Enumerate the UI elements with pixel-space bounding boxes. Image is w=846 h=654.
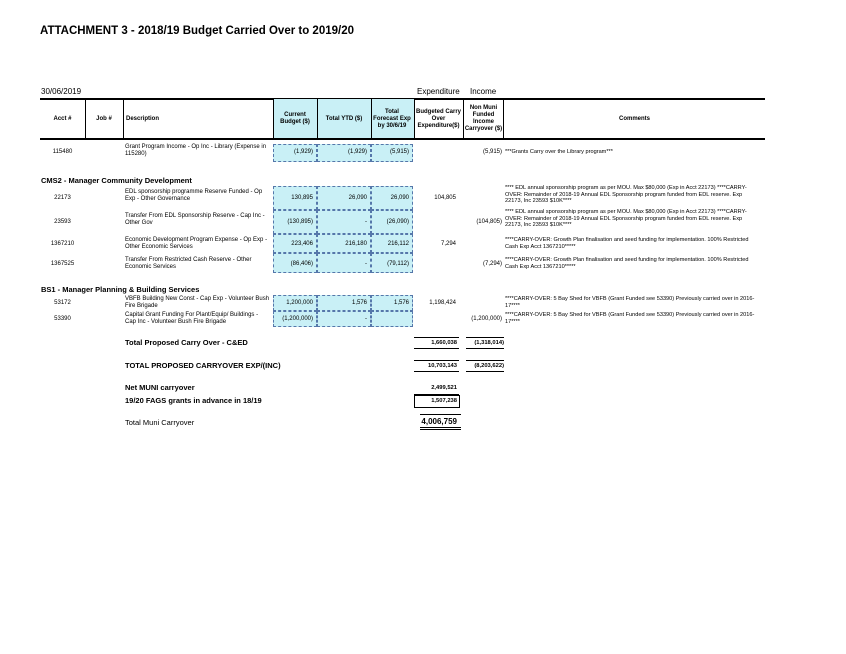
total-ytd-value: -	[365, 219, 367, 225]
header-comments: Comments	[618, 115, 650, 122]
total-forecast-value: 216,112	[387, 241, 409, 247]
total-carryover-expenditure: 10,703,143	[427, 363, 457, 369]
row-description: Capital Grant Funding For Plant/Equip/ Buildings - Cap Inc - Volunteer Bush Fire Brigade	[125, 312, 259, 325]
total-forecast-value: (26,090)	[386, 219, 409, 225]
income-group-label: Income	[470, 87, 497, 96]
row-comment: **** EDL annual sponsorship program as per MOU. Max $80,000 (Exp in Acct 22173) ****CARRY-OVER: Remainder of 2018-19 Annual EDL Sponsorship program funded from EDL reserve. Exp 22173, Inc 23593 $10K****	[505, 209, 747, 229]
non-muni-income-value: (1,200,000)	[471, 316, 502, 322]
carry-over-value: 7,294	[440, 241, 456, 247]
current-budget-value: (1,929)	[293, 149, 313, 155]
net-muni-value: 2,499,521	[431, 385, 457, 391]
total-forecast-value: (79,112)	[387, 261, 409, 267]
current-budget-value: (1,200,000)	[282, 316, 313, 322]
total-rule	[414, 360, 459, 361]
total-rule	[420, 429, 461, 430]
total-ytd-value: 216,180	[345, 241, 367, 247]
total-muni-value: 4,006,759	[421, 417, 457, 426]
row-comment: **** EDL annual sponsorship program as per MOU. Max $80,000 (Exp in Acct 22173) ****CARRY-OVER: Remainder of 2018-19 Annual EDL Sponsorship program funded from EDL reserve. Exp 22173, Inc 23593 $10K****	[505, 185, 747, 205]
header-total-forecast: Total Forecast Exp by 30/6/19	[373, 108, 411, 129]
row-description: Transfer From EDL Sponsorship Reserve - Cap Inc - Other Gov	[125, 213, 265, 226]
total-carryover-income: (8,203,622)	[474, 363, 504, 369]
header-acct: Acct #	[53, 115, 72, 122]
total-muni-label: Total Muni Carryover	[125, 418, 195, 427]
row-comment: ***Grants Carry over the Library program***	[505, 149, 613, 155]
non-muni-income-value: (104,805)	[476, 219, 502, 225]
acct-number: 115480	[52, 149, 73, 155]
current-budget-value: 1,200,000	[286, 300, 313, 306]
header-bottom-rule	[40, 138, 765, 140]
expenditure-group-label: Expenditure	[417, 87, 460, 96]
total-ced-expenditure: 1,660,038	[431, 340, 457, 346]
header-budgeted-carry-over: Budgeted Carry Over Expenditure($)	[415, 108, 461, 129]
carry-over-value: 104,805	[434, 195, 456, 201]
total-rule	[420, 427, 461, 428]
row-description: VBFB Building New Const - Cap Exp - Volunteer Bush Fire Brigade	[125, 296, 270, 309]
row-description: Grant Program Income - Op Inc - Library (Expense in 115280)	[125, 144, 267, 157]
total-rule	[414, 348, 459, 349]
total-rule	[466, 371, 504, 372]
total-ytd-value: 26,090	[348, 195, 367, 201]
row-description: Transfer From Restricted Cash Reserve - Other Economic Services	[125, 257, 252, 270]
carry-over-value: 1,198,424	[429, 300, 456, 306]
total-forecast-value: (5,915)	[389, 149, 409, 155]
cell-box	[371, 311, 413, 327]
total-rule	[466, 337, 504, 338]
current-budget-value: (130,895)	[287, 219, 313, 225]
page-title: ATTACHMENT 3 - 2018/19 Budget Carried Over to 2019/20	[40, 25, 355, 37]
total-carryover-label: TOTAL PROPOSED CARRYOVER EXP/(INC)	[125, 361, 281, 370]
section-heading-cms2: CMS2 - Manager Community Development	[41, 176, 192, 185]
header-description: Description	[126, 115, 160, 122]
total-ced-income: (1,318,014)	[474, 340, 504, 346]
acct-number: 22173	[54, 195, 71, 201]
acct-number: 1367210	[50, 241, 75, 247]
total-rule	[414, 337, 459, 338]
row-comment: ****CARRY-OVER: 5 Bay Shed for VBFB (Grant Funded see 53390) Previously carried over in 2016-17****	[505, 312, 755, 325]
row-comment: ****CARRY-OVER: Growth Plan finalisation and seed funding for implementation. 100% Restricted Cash Exp Acct 1367210*****	[505, 237, 749, 250]
acct-number: 1367525	[50, 261, 75, 267]
total-forecast-value: 1,576	[393, 300, 409, 306]
net-muni-label: Net MUNI carryover	[125, 383, 195, 392]
non-muni-income-value: (5,915)	[482, 149, 502, 155]
total-ytd-value: (1,929)	[347, 149, 367, 155]
header-job: Job #	[96, 115, 112, 122]
header-separator	[123, 100, 124, 138]
report-date: 30/06/2019	[41, 87, 82, 96]
total-rule	[466, 360, 504, 361]
current-budget-value: 223,406	[291, 241, 313, 247]
current-budget-value: 130,895	[291, 195, 313, 201]
acct-number: 23593	[54, 219, 71, 225]
fags-value: 1,507,238	[431, 398, 457, 404]
row-comment: ****CARRY-OVER: Growth Plan finalisation and seed funding for implementation. 100% Restricted Cash Exp Acct 1367210*****	[505, 257, 749, 270]
total-rule	[414, 371, 459, 372]
header-total-ytd: Total YTD ($)	[325, 115, 363, 122]
header-non-muni-income: Non Muni Funded Income Carryover ($)	[464, 105, 503, 132]
non-muni-income-value: (7,294)	[482, 261, 502, 267]
total-forecast-value: 26,090	[390, 195, 409, 201]
current-budget-value: (86,406)	[290, 261, 313, 267]
total-ced-label: Total Proposed Carry Over - C&ED	[125, 338, 248, 347]
row-comment: ****CARRY-OVER: 5 Bay Shed for VBFB (Grant Funded see 53390) Previously carried over in 2016-17****	[505, 296, 755, 309]
total-ytd-value: -	[365, 261, 367, 267]
total-rule	[420, 414, 461, 415]
total-ytd-value: 1,576	[351, 300, 367, 306]
total-ytd-value: -	[365, 316, 367, 322]
fags-label: 19/20 FAGS grants in advance in 18/19	[125, 396, 262, 405]
acct-number: 53172	[54, 300, 71, 306]
acct-number: 53390	[54, 316, 71, 322]
header-current-budget: Current Budget ($)	[280, 112, 310, 125]
section-heading-bs1: BS1 - Manager Planning & Building Services	[41, 285, 200, 294]
row-description: EDL sponsorship programme Reserve Funded - Op Exp - Other Governance	[125, 189, 263, 202]
total-rule	[466, 348, 504, 349]
row-description: Economic Development Program Expense - Op Exp - Other Economic Services	[125, 237, 268, 250]
